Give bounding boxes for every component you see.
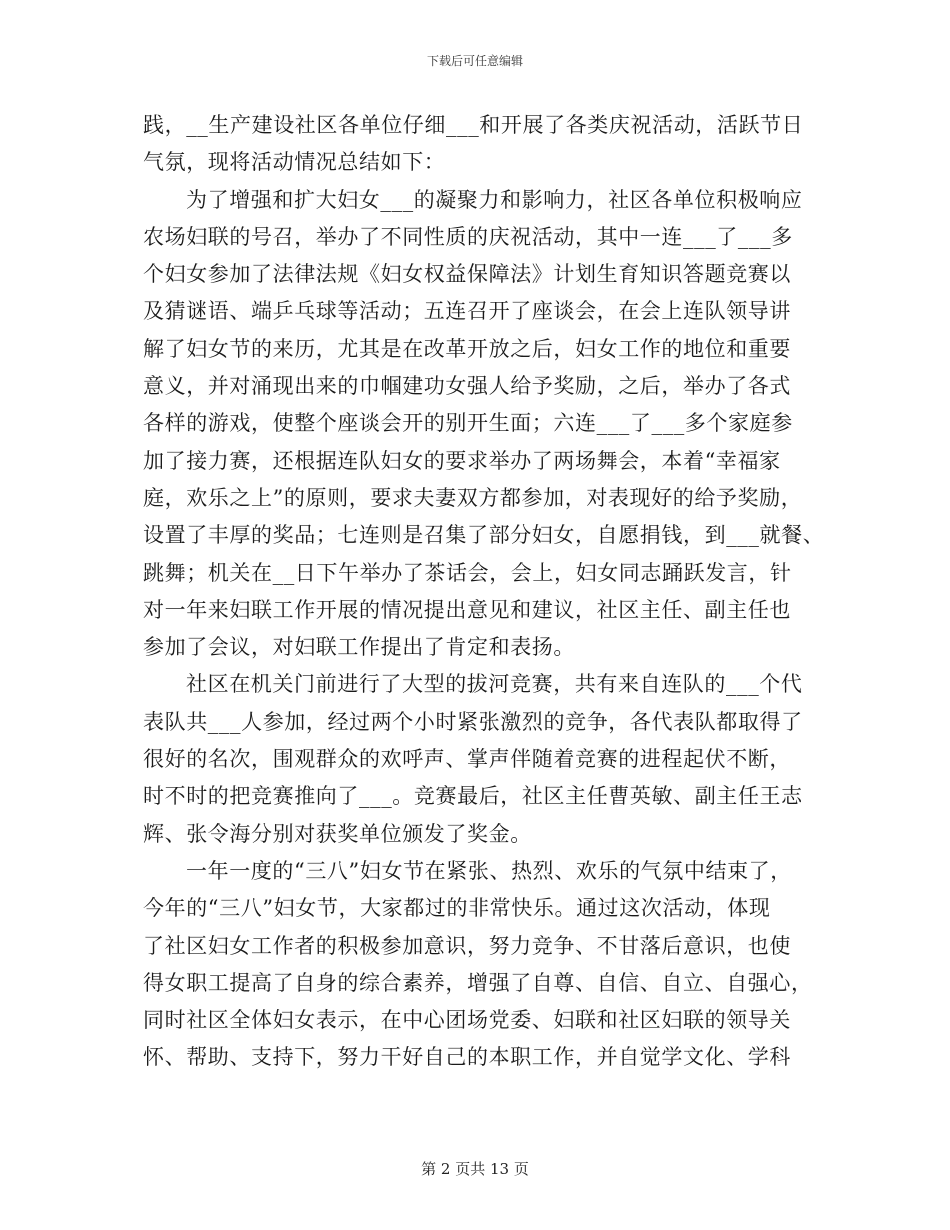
text-line: 及猜谜语、端乒乓球等活动；五连召开了座谈会，在会上连队领导讲 (143, 299, 791, 324)
text-line: 对一年来妇联工作开展的情况提出意见和建议，社区主任、副主任也 (143, 597, 791, 622)
text-line: 表队共___人参加，经过两个小时紧张激烈的竞争，各代表队都取得了 (143, 709, 803, 734)
text-line: 时不时的把竞赛推向了___。竞赛最后，社区主任曹英敏、副主任王志 (143, 784, 803, 809)
page-footer: 第 2 页共 13 页 (421, 1160, 529, 1178)
document-body (143, 107, 823, 1077)
text-line: 农场妇联的号召，举办了不同性质的庆祝活动，其中一连___了___多 (143, 224, 793, 249)
text-line: 解了妇女节的来历，尤其是在改革开放之后，妇女工作的地位和重要 (143, 336, 791, 361)
text-line: 一年一度的“三八”妇女节在紧张、热烈、欢乐的气氛中结束了， (186, 858, 792, 883)
text-line: 践，__生产建设社区各单位仔细___和开展了各类庆祝活动，活跃节日 (143, 113, 804, 137)
text-line: 跳舞；机关在__日下午举办了茶话会，会上，妇女同志踊跃发言，针 (143, 560, 792, 585)
text-line: 意义，并对涌现出来的巾帼建功女强人给予奖励，之后，举办了各式 (143, 374, 791, 399)
text-line: 气氛，现将活动情况总结如下： (143, 150, 446, 175)
text-line: 为了增强和扩大妇女___的凝聚力和影响力，社区各单位积极响应 (186, 187, 803, 212)
text-line: 设置了丰厚的奖品；七连则是召集了部分妇女，自愿捐钱，到___就餐、 (143, 523, 825, 548)
text-line: 同时社区全体妇女表示，在中心团场党委、妇联和社区妇联的领导关 (143, 1008, 791, 1033)
text-line: 辉、张令海分别对获奖单位颁发了奖金。 (143, 821, 532, 846)
text-line: 很好的名次，围观群众的欢呼声、掌声伴随着竞赛的进程起伏不断， (143, 747, 791, 772)
text-line: 得女职工提高了自身的综合素养，增强了自尊、自信、自立、自强心， (143, 970, 813, 995)
text-line: 参加了会议，对妇联工作提出了肯定和表扬。 (143, 635, 575, 660)
text-line: 怀、帮助、支持下，努力干好自己的本职工作，并自觉学文化、学科 (143, 1045, 791, 1070)
text-line: 各样的游戏，使整个座谈会开的别开生面；六连___了___多个家庭参 (143, 411, 793, 436)
text-line: 今年的“三八”妇女节，大家都过的非常快乐。通过这次活动，体现 (143, 896, 771, 921)
text-line: 了社区妇女工作者的积极参加意识，努力竞争、不甘落后意识，也使 (143, 933, 791, 958)
page-header: 下载后可任意编辑 (426, 54, 523, 68)
text-line: 庭，欢乐之上”的原则，要求夫妻双方都参加，对表现好的给予奖励， (143, 485, 803, 510)
text-line: 社区在机关门前进行了大型的拔河竞赛，共有来自连队的___个代 (186, 672, 803, 697)
text-line: 个妇女参加了法律法规《妇女权益保障法》计划生育知识答题竞赛以 (143, 262, 791, 287)
text-line: 加了接力赛，还根据连队妇女的要求举办了两场舞会，本着“幸福家 (143, 448, 781, 473)
